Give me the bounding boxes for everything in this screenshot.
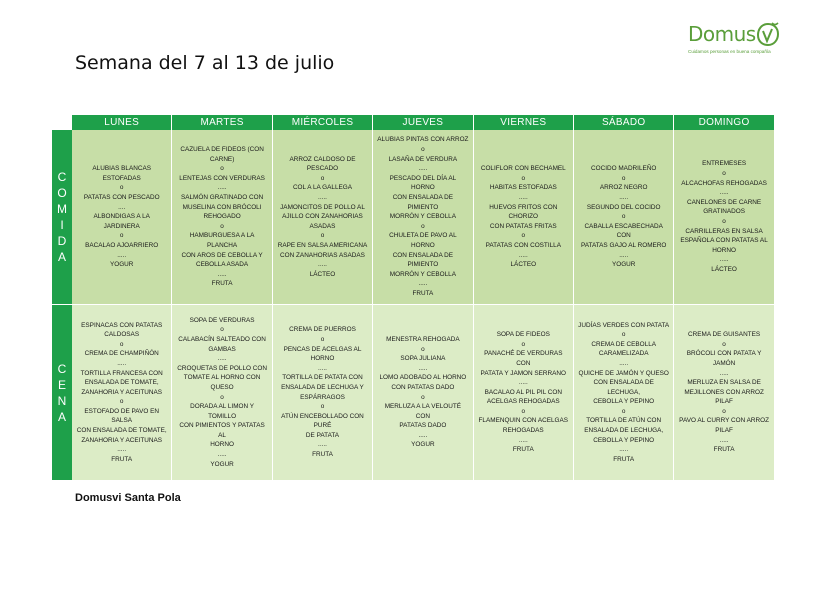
- menu-line: o: [220, 165, 224, 173]
- meal-label-letter: C: [57, 170, 67, 184]
- menu-line: o: [621, 174, 626, 182]
- menu-line: CABALLA ESCABECHADA CON: [584, 222, 663, 240]
- menu-line: .....: [217, 184, 227, 192]
- menu-cell: [373, 130, 473, 305]
- menu-line: CON ENSALADA DE PIMIENTO: [392, 251, 454, 269]
- menu-line: o: [621, 331, 626, 339]
- menu-line: JAMONCITOS DE POLLO AL: [280, 203, 365, 211]
- menu-line: QUESO: [210, 383, 234, 391]
- menu-line: o: [220, 393, 224, 401]
- day-header: MARTES: [172, 115, 272, 130]
- menu-line: GRATINADOS: [703, 208, 745, 216]
- menu-line: CHULETA DE PAVO AL HORNO: [389, 232, 457, 249]
- menu-line: COLIFLOR CON BECHAMEL: [480, 165, 566, 173]
- menu-line: CALDOSAS: [104, 331, 140, 339]
- menu-line: CON AROS DE CEBOLLA Y: [181, 251, 263, 259]
- menu-line: CON ENSALADA DE LECHUGA,: [593, 379, 654, 396]
- menu-line: CARAMELIZADA: [598, 350, 649, 358]
- menu-line: MERLUZA EN SALSA DE: [687, 379, 761, 387]
- menu-line: .....: [418, 364, 428, 372]
- menu-cell: [474, 305, 574, 481]
- menu-line: CARNE): [209, 155, 235, 163]
- menu-line: .....: [619, 359, 629, 367]
- menu-line: FRUTA: [613, 455, 635, 463]
- menu-line: FRUTA: [713, 446, 735, 454]
- menu-line: SEGUNDO DEL COCIDO: [586, 203, 661, 211]
- menu-line: .....: [719, 369, 729, 377]
- menu-line: o: [320, 232, 325, 240]
- menu-line: ATÚN ENCEBOLLADO CON PURÉ: [281, 412, 364, 430]
- menu-cell: [72, 305, 172, 481]
- menu-line: .....: [518, 379, 528, 387]
- meal-label-letter: N: [57, 393, 67, 408]
- menu-line: MORRÓN Y CEBOLLA: [389, 213, 456, 221]
- menu-line: o: [421, 393, 425, 401]
- menu-line: ALBONDIGAS A LA JARDINERA: [93, 213, 150, 230]
- menu-line: ENTREMESES: [702, 160, 747, 168]
- menu-cell: [674, 130, 774, 305]
- menu-line: o: [320, 403, 325, 411]
- menu-cell: [574, 130, 674, 305]
- logo-word: Domus: [688, 22, 756, 46]
- menu-line: ENSALADA DE LECHUGA,: [584, 427, 664, 435]
- menu-line: SOPA JULIANA: [400, 355, 446, 363]
- menu-line: CON PATATAS FRITAS: [489, 222, 557, 230]
- menu-line: COCIDO MADRILEÑO: [591, 165, 657, 173]
- menu-line: PATATAS CON PESCADO: [83, 194, 160, 202]
- menu-line: TORTILLA DE PATATA CON: [282, 374, 363, 382]
- menu-line: CON ENSALADA DE TOMATE,: [76, 427, 167, 435]
- menu-line: FRUTA: [211, 280, 233, 288]
- day-header: MIÉRCOLES: [273, 115, 373, 130]
- menu-line: SALMÓN GRATINADO CON: [180, 194, 264, 202]
- meal-label-letter: O: [57, 186, 67, 200]
- menu-line: BACALAO AJOARRIERO: [85, 241, 159, 249]
- menu-line: SOPA DE FIDEOS: [496, 331, 550, 339]
- menu-line: o: [421, 146, 425, 154]
- menu-line: CON ZANAHORIAS ASADAS: [280, 251, 365, 259]
- menu-line: CEBOLLA Y PEPINO: [593, 398, 655, 406]
- menu-line: FRUTA: [111, 455, 133, 463]
- menu-line: PATATAS DADO: [399, 422, 447, 430]
- menu-cell: [172, 305, 272, 481]
- menu-line: LOMO ADOBADO AL HORNO: [379, 374, 467, 382]
- menu-line: .....: [619, 251, 629, 259]
- menu-line: .....: [318, 261, 327, 269]
- menu-line: ZANAHORIA Y ACEITUNAS: [81, 388, 163, 396]
- logo-tagline: Cuidamos personas en buena compañía: [688, 49, 771, 54]
- menu-line: TORTILLA DE ATÚN CON: [586, 417, 662, 425]
- menu-line: SOPA DE VERDURAS: [189, 316, 255, 324]
- menu-line: CREMA DE PUERROS: [289, 326, 356, 334]
- menu-line: .....: [117, 446, 127, 454]
- menu-line: MUSELINA CON BRÓCOLI: [182, 203, 262, 211]
- menu-line: BRÓCOLI CON PATATA Y JAMÓN: [686, 350, 762, 367]
- menu-line: CEBOLLA ASADA: [195, 261, 249, 269]
- menu-cell: [674, 305, 774, 481]
- menu-line: o: [521, 232, 526, 240]
- menu-line: REHOGADAS: [502, 427, 544, 435]
- menu-line: CEBOLLA Y PEPINO: [593, 436, 655, 444]
- menu-line: o: [521, 407, 526, 415]
- logo-mark-icon: [757, 22, 779, 46]
- menu-line: o: [421, 222, 425, 230]
- menu-line: HAMBURGUESA A LA PLANCHA: [189, 232, 255, 249]
- menu-line: LÁCTEO: [309, 270, 336, 278]
- menu-line: TOMATE AL HORNO CON: [183, 374, 261, 382]
- menu-line: CREMA DE CEBOLLA: [591, 340, 657, 348]
- menu-line: .....: [217, 270, 227, 278]
- menu-line: ENSALADA DE TOMATE,: [84, 379, 159, 387]
- menu-line: ESTOFADO DE PAVO EN SALSA: [84, 407, 159, 425]
- menu-line: ASADAS: [309, 222, 336, 230]
- menu-line: COL A LA GALLEGA: [292, 184, 353, 192]
- menu-line: BACALAO AL PIL PIL CON: [484, 388, 562, 396]
- menu-line: o: [722, 340, 726, 348]
- menu-line: CREMA DE GUISANTES: [688, 331, 761, 339]
- meal-label-letter: E: [57, 377, 66, 392]
- day-header: JUEVES: [373, 115, 473, 130]
- menu-line: o: [521, 340, 526, 348]
- menu-line: FRUTA: [312, 451, 333, 459]
- menu-line: YOGUR: [109, 261, 134, 269]
- menu-line: PATATAS GAJO AL ROMERO: [580, 241, 667, 249]
- menu-line: o: [320, 174, 325, 182]
- menu-line: ARROZ CALDOSO DE PESCADO: [289, 155, 356, 173]
- menu-line: .....: [318, 441, 327, 449]
- menu-line: o: [521, 174, 526, 182]
- menu-line: .....: [418, 280, 428, 288]
- menu-line: FLAMENQUIN CON ACELGAS: [478, 417, 569, 425]
- menu-line: PAVO AL CURRY CON ARROZ: [679, 417, 769, 425]
- menu-line: .....: [217, 355, 227, 363]
- menu-line: LÁCTEO: [510, 261, 537, 269]
- menu-line: CROQUETAS DE POLLO CON: [177, 364, 267, 372]
- menu-line: DE PATATA: [305, 431, 340, 439]
- menu-line: o: [722, 170, 726, 178]
- menu-line: .....: [418, 165, 428, 173]
- menu-line: ALUBIAS PINTAS CON ARROZ: [377, 136, 469, 144]
- menu-line: MORRÓN Y CEBOLLA: [389, 270, 456, 278]
- menu-line: ENSALADA DE LECHUGA Y: [281, 383, 364, 391]
- weekly-menu-table: [52, 115, 775, 481]
- menu-cell: [172, 130, 272, 305]
- menu-line: PILAF: [715, 427, 733, 435]
- menu-line: JUDÍAS VERDES CON PATATA: [578, 321, 670, 329]
- domusvi-logo: [688, 22, 793, 60]
- menu-line: AJILLO CON ZANAHORIAS: [282, 213, 363, 221]
- menu-line: GAMBAS: [208, 345, 236, 353]
- menu-line: LENTEJAS CON VERDURAS: [179, 174, 265, 182]
- menu-line: .....: [318, 194, 327, 202]
- menu-line: o: [119, 398, 124, 406]
- menu-line: .....: [518, 251, 528, 259]
- footer-label: Domusvi Santa Pola: [75, 492, 181, 504]
- menu-line: YOGUR: [611, 261, 636, 269]
- menu-line: CON ENSALADA DE PIMIENTO: [392, 194, 454, 211]
- menu-line: o: [621, 213, 626, 221]
- menu-cell: [273, 130, 373, 305]
- menu-line: HORNO: [210, 441, 234, 449]
- menu-line: .....: [719, 436, 729, 444]
- meal-label-letter: I: [60, 218, 64, 232]
- meal-label-letter: M: [57, 202, 67, 216]
- menu-cell: [574, 305, 674, 481]
- menu-line: ....: [118, 203, 126, 211]
- menu-line: ARROZ NEGRO: [599, 184, 648, 192]
- menu-line: LÁCTEO: [711, 265, 737, 273]
- menu-cell: [273, 305, 373, 481]
- menu-line: .....: [719, 256, 729, 264]
- menu-line: PATATA Y JAMON SERRANO: [480, 369, 567, 377]
- menu-line: CANELONES DE CARNE: [686, 198, 762, 206]
- menu-line: MENESTRA REHOGADA: [386, 335, 460, 343]
- menu-line: ESPÁRRAGOS: [300, 393, 345, 401]
- menu-cell: [373, 305, 473, 481]
- menu-line: PANACHÉ DE VERDURAS CON: [484, 350, 563, 367]
- menu-line: o: [220, 326, 224, 334]
- menu-line: ESPAÑOLA CON PATATAS AL: [680, 237, 768, 245]
- menu-line: HORNO: [712, 246, 736, 254]
- menu-line: ALUBIAS BLANCAS ESTOFADAS: [92, 165, 151, 182]
- menu-line: MERLUZA A LA VELOUTÉ CON: [384, 403, 462, 420]
- day-header: DOMINGO: [674, 115, 774, 130]
- menu-line: DORADA AL LIMON Y TOMILLO: [190, 403, 255, 420]
- menu-line: REHOGADO: [203, 213, 241, 221]
- menu-line: YOGUR: [210, 460, 234, 468]
- menu-line: CALABACÍN SALTEADO CON: [178, 335, 266, 343]
- menu-line: .....: [518, 436, 528, 444]
- day-header: VIERNES: [474, 115, 574, 130]
- menu-line: FRUTA: [412, 289, 434, 297]
- menu-line: CREMA DE CHAMPIÑÓN: [84, 350, 159, 358]
- meal-label-comida: [52, 130, 72, 305]
- menu-line: CAZUELA DE FIDEOS (CON: [180, 146, 264, 154]
- menu-line: o: [621, 407, 626, 415]
- menu-line: .....: [719, 189, 729, 197]
- menu-line: .....: [117, 251, 127, 259]
- menu-line: o: [320, 335, 325, 343]
- menu-line: .....: [318, 364, 327, 372]
- meal-label-letter: C: [57, 361, 67, 376]
- menu-line: QUICHE DE JAMÓN Y QUESO: [578, 369, 669, 377]
- menu-line: MEJILLONES CON ARROZ PILAF: [684, 388, 764, 406]
- menu-line: .....: [619, 194, 629, 202]
- menu-line: .....: [117, 359, 127, 367]
- menu-line: .....: [217, 451, 227, 459]
- menu-line: o: [722, 407, 726, 415]
- menu-line: o: [722, 218, 726, 225]
- menu-line: o: [421, 345, 425, 353]
- menu-line: .....: [418, 431, 428, 439]
- menu-line: o: [220, 222, 224, 230]
- meal-label-cena: [52, 305, 72, 481]
- menu-line: CON PATATAS DADO: [391, 383, 455, 391]
- menu-line: o: [119, 184, 124, 192]
- menu-line: ALCACHOFAS REHOGADAS: [681, 179, 767, 187]
- menu-line: HUEVOS FRITOS CON CHORIZO: [489, 203, 558, 221]
- menu-cell: [474, 130, 574, 305]
- day-header: LUNES: [72, 115, 172, 130]
- menu-cell: [72, 130, 172, 305]
- menu-line: ESPINACAS CON PATATAS: [81, 321, 163, 329]
- meal-label-letter: A: [57, 409, 66, 424]
- menu-line: PESCADO DEL DÍA AL HORNO: [389, 174, 457, 192]
- menu-line: CON PIMIENTOS Y PATATAS AL: [179, 422, 265, 439]
- menu-line: PENCAS DE ACELGAS AL HORNO: [283, 345, 362, 363]
- menu-line: CARRILLERAS EN SALSA: [685, 227, 763, 235]
- menu-line: ZANAHORIA Y ACEITUNAS: [81, 436, 163, 444]
- menu-line: RAPE EN SALSA AMERICANA: [277, 241, 368, 249]
- menu-line: ACELGAS REHOGADAS: [486, 398, 560, 406]
- menu-line: .....: [518, 194, 528, 202]
- page-title: Semana del 7 al 13 de julio: [75, 52, 335, 74]
- menu-line: FRUTA: [512, 446, 534, 454]
- day-header: SÁBADO: [574, 115, 674, 130]
- menu-line: .....: [619, 446, 629, 454]
- menu-line: LASAÑA DE VERDURA: [388, 155, 458, 163]
- menu-line: o: [119, 232, 124, 240]
- menu-line: HABITAS ESTOFADAS: [489, 184, 557, 192]
- menu-line: TORTILLA FRANCESA CON: [80, 369, 163, 377]
- meal-label-letter: D: [57, 234, 67, 248]
- meal-label-letter: A: [57, 250, 66, 264]
- menu-line: o: [119, 340, 124, 348]
- menu-line: PATATAS CON COSTILLA: [485, 241, 561, 249]
- menu-line: YOGUR: [411, 441, 435, 449]
